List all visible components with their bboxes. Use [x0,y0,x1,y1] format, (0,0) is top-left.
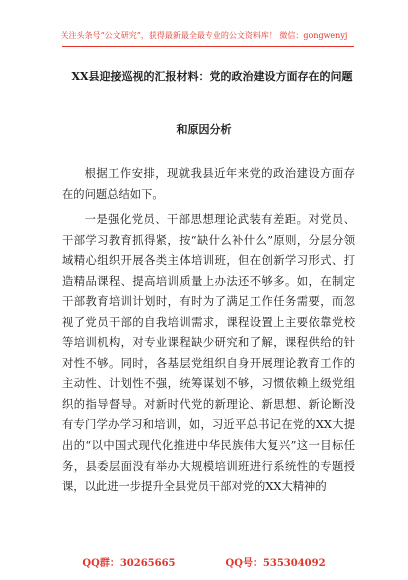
footer-qq-number: QQ号：535304092 [225,558,326,569]
body-paragraph-analysis: 一是强化党员、干部思想理论武装有差距。对党员、干部学习教育抓得紧，按“缺什么补什么”原则，分层分领域精心组织开展各类主体培训班，但在创新学习形式、打造精品课程、提高培训质量上办法还不够多。如，在制定干部教育培训计划时，有时为了满足工作任务需要，而忽视了党员干部的自我培训需求，课程设置上主要依靠党校等培训机构，对专业课程缺少研究和了解，课程供给的针对性不够。同时，各基层党组织自身开展理论教育工作的主动性、计划性不强，统筹谋划不够，习惯依赖上级党组织的指导督导。对新时代党的新理论、新思想、新论断没有专门学办学习和培训，如，习近平总书记在党的XX大提出的“以中国式现代化推进中华民族伟大复兴”这一目标任务，县委层面没有举办大规模培训班进行系统性的专题授课，以此进一步提升全县党员干部对党的XX大精神的 [62,213,355,494]
document-title: XX县迎接巡视的汇报材料：党的政治建设方面存在的问题 [71,70,353,83]
footer-contact [0,558,408,570]
document-subtitle: 和原因分析 [176,123,232,136]
header-banner: 关注头条号“公文研究”，获得最新最全最专业的公文资料库！ 微信：gongwenyj [60,31,348,40]
body-paragraph-intro: 根据工作安排，现就我县近年来党的政治建设方面存在的问题总结如下。 [62,167,355,201]
header-divider [62,46,354,47]
footer-qq-group: QQ群：30265665 [82,558,176,569]
